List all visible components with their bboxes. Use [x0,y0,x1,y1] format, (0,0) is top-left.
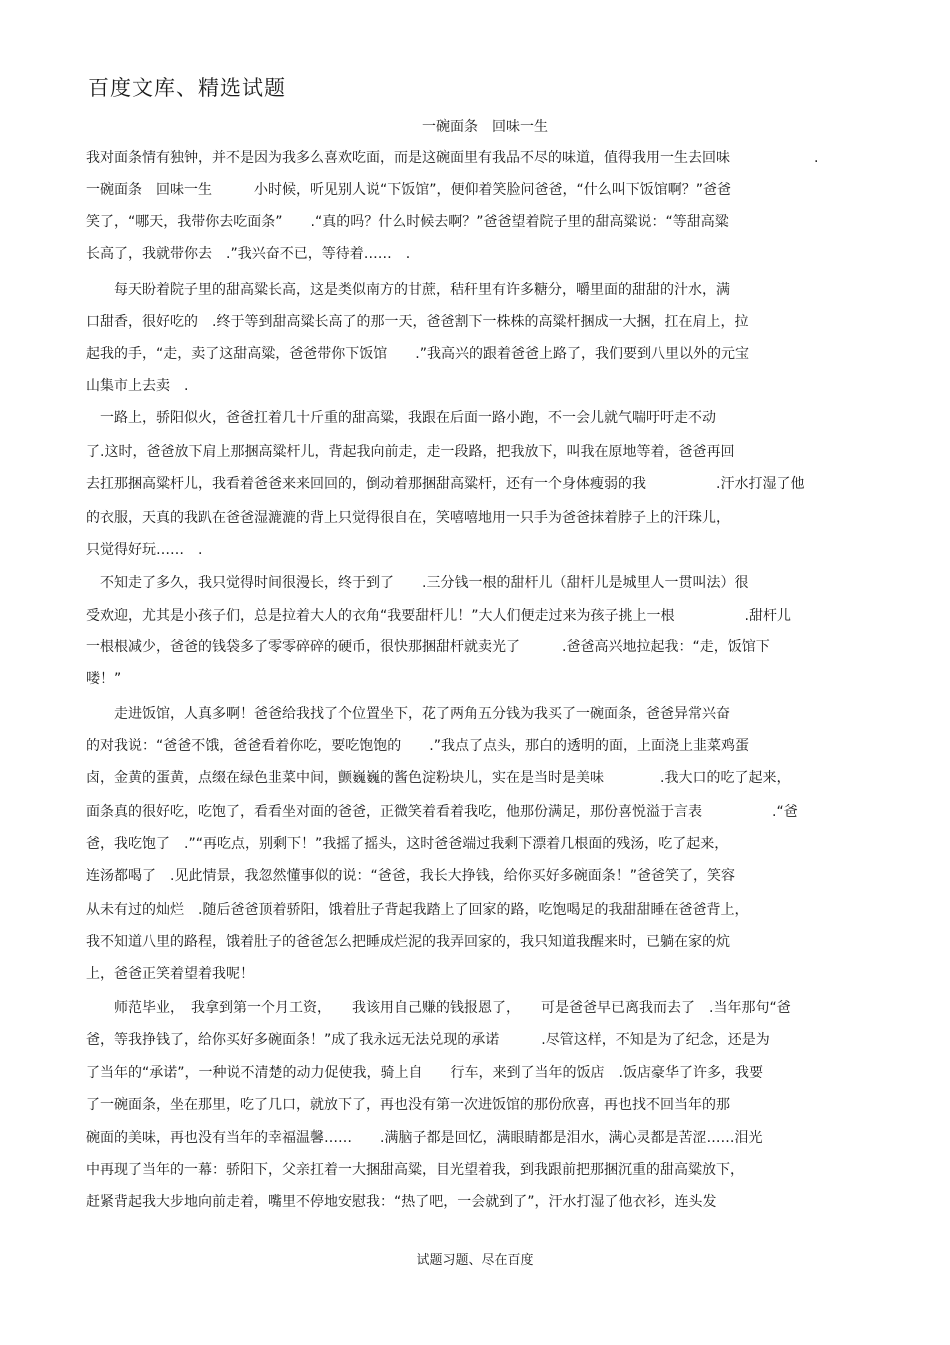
text-line: 受欢迎，尤其是小孩子们，总是拉着大人的衣角“我要甜杆儿！”大人们便走过来为孩子挑上一根 .甜杆儿 [86,608,791,624]
text-line: 上，爸爸正笑着望着我呢！ [86,966,254,982]
page-footer: 试题习题、尽在百度 [416,1253,534,1268]
text-line: 我对面条情有独钟，并不是因为我多么喜欢吃面，而是这碗面里有我品不尽的味道，值得我用一生去回味 . [86,150,819,166]
text-line: 爸，我吃饱了 .”“再吃点，别剩下！”我摇了摇头，这时爸爸端过我剩下漂着几根面的残汤，吃了起来， [86,836,729,852]
text-line: 连汤都喝了 .见此情景，我忽然懂事似的说：“爸爸，我长大挣钱，给你买好多碗面条！”爸爸笑了，笑容 [86,868,735,884]
text-line: 一根根减少，爸爸的钱袋多了零零碎碎的硬币，很快那捆甜杆就卖光了 .爸爸高兴地拉起我：“走，饭馆下 [86,639,770,655]
text-line: 一路上，骄阳似火，爸爸扛着几十斤重的甜高粱，我跟在后面一路小跑，不一会儿就气喘吁吁走不动 [86,410,716,426]
text-line: 的对我说：“爸爸不饿，爸爸看着你吃，要吃饱饱的 .”我点了点头，那白的透明的面，上面浇上韭菜鸡蛋 [86,738,749,754]
text-line: 了一碗面条，坐在那里，吃了几口，就放下了，再也没有第一次进饭馆的那份欣喜，再也找不回当年的那 [86,1097,730,1113]
text-line: 了.这时，爸爸放下肩上那捆高粱杆儿，背起我向前走，走一段路，把我放下，叫我在原地等着，爸爸再回 [86,444,735,460]
text-line: 起我的手，“走，卖了这甜高粱，爸爸带你下饭馆 .”我高兴的跟着爸爸上路了，我们要到八里以外的元宝 [86,346,749,362]
text-line: 去扛那捆高粱杆儿，我看着爸爸来来回回的，倒动着那捆甜高粱杆，还有一个身体瘦弱的我 .汗水打湿了他 [86,476,805,492]
text-line: 一碗面条 回味一生 小时候，听见别人说“下饭馆”，便仰着笑脸问爸爸，“什么叫下饭馆啊？”爸爸 [86,182,732,198]
text-line: 了当年的“承诺”，一种说不清楚的动力促使我，骑上自 行车，来到了当年的饭店 .饭店豪华了许多，我要 [86,1065,763,1081]
text-line: 从未有过的灿烂 .随后爸爸顶着骄阳，饿着肚子背起我踏上了回家的路，吃饱喝足的我甜甜睡在爸爸背上， [86,902,749,918]
text-line: 每天盼着院子里的甜高粱长高，这是类似南方的甘蔗，秸秆里有许多糖分，嚼里面的甜甜的汁水，满 [86,282,730,298]
text-line: 笑了，“哪天，我带你去吃面条” .“真的吗？什么时候去啊？”爸爸望着院子里的甜高粱说：“等甜高粱 [86,214,729,230]
text-line: 的衣服，天真的我趴在爸爸湿漉漉的背上只觉得很自在，笑嘻嘻地用一只手为爸爸抹着脖子上的汗珠儿， [86,510,730,526]
text-line: 山集市上去卖 . [86,378,189,394]
text-line: 面条真的很好吃，吃饱了，看看坐对面的爸爸，正微笑着看着我吃，他那份满足，那份喜悦溢于言表 .“爸 [86,804,798,820]
text-line: 卤，金黄的蛋黄，点缀在绿色韭菜中间，颤巍巍的酱色淀粉块儿，实在是当时是美味 .我大口的吃了起来， [86,770,791,786]
text-line: 爸，等我挣钱了，给你买好多碗面条！”成了我永远无法兑现的承诺 .尽管这样，不知是为了纪念，还是为 [86,1032,770,1048]
text-line: 我不知道八里的路程，饿着肚子的爸爸怎么把睡成烂泥的我弄回家的，我只知道我醒来时，已躺在家的炕 [86,934,730,950]
text-line: 中再现了当年的一幕：骄阳下，父亲扛着一大捆甜高粱，目光望着我，到我跟前把那捆沉重的甜高粱放下， [86,1162,744,1178]
text-line: 喽！” [86,671,122,687]
text-line: 只觉得好玩…… . [86,542,203,558]
text-line: 长高了，我就带你去 .”我兴奋不已，等待着…… . [86,246,411,262]
article-title: 一碗面条 回味一生 [422,119,548,135]
text-line: 走进饭馆，人真多啊！爸爸给我找了个位置坐下，花了两角五分钱为我买了一碗面条，爸爸异常兴奋 [86,706,730,722]
page-header: 百度文库、精选试题 [88,76,286,100]
text-line: 不知走了多久，我只觉得时间很漫长，终于到了 .三分钱一根的甜杆儿（甜杆儿是城里人一贯叫法）很 [86,575,749,591]
text-line: 口甜香，很好吃的 .终于等到甜高粱长高了的那一天，爸爸割下一株株的高粱杆捆成一大捆，扛在肩上，拉 [86,314,749,330]
text-line: 赶紧背起我大步地向前走着，嘴里不停地安慰我：“热了吧，一会就到了”，汗水打湿了他衣衫，连头发 [86,1194,717,1210]
text-line: 师范毕业， 我拿到第一个月工资， 我该用自己赚的钱报恩了， 可是爸爸早已离我而去了 .当年那句“爸 [86,1000,791,1016]
text-line: 碗面的美味，再也没有当年的幸福温馨…… .满脑子都是回忆，满眼睛都是泪水，满心灵都是苦涩……泪光 [86,1130,763,1146]
